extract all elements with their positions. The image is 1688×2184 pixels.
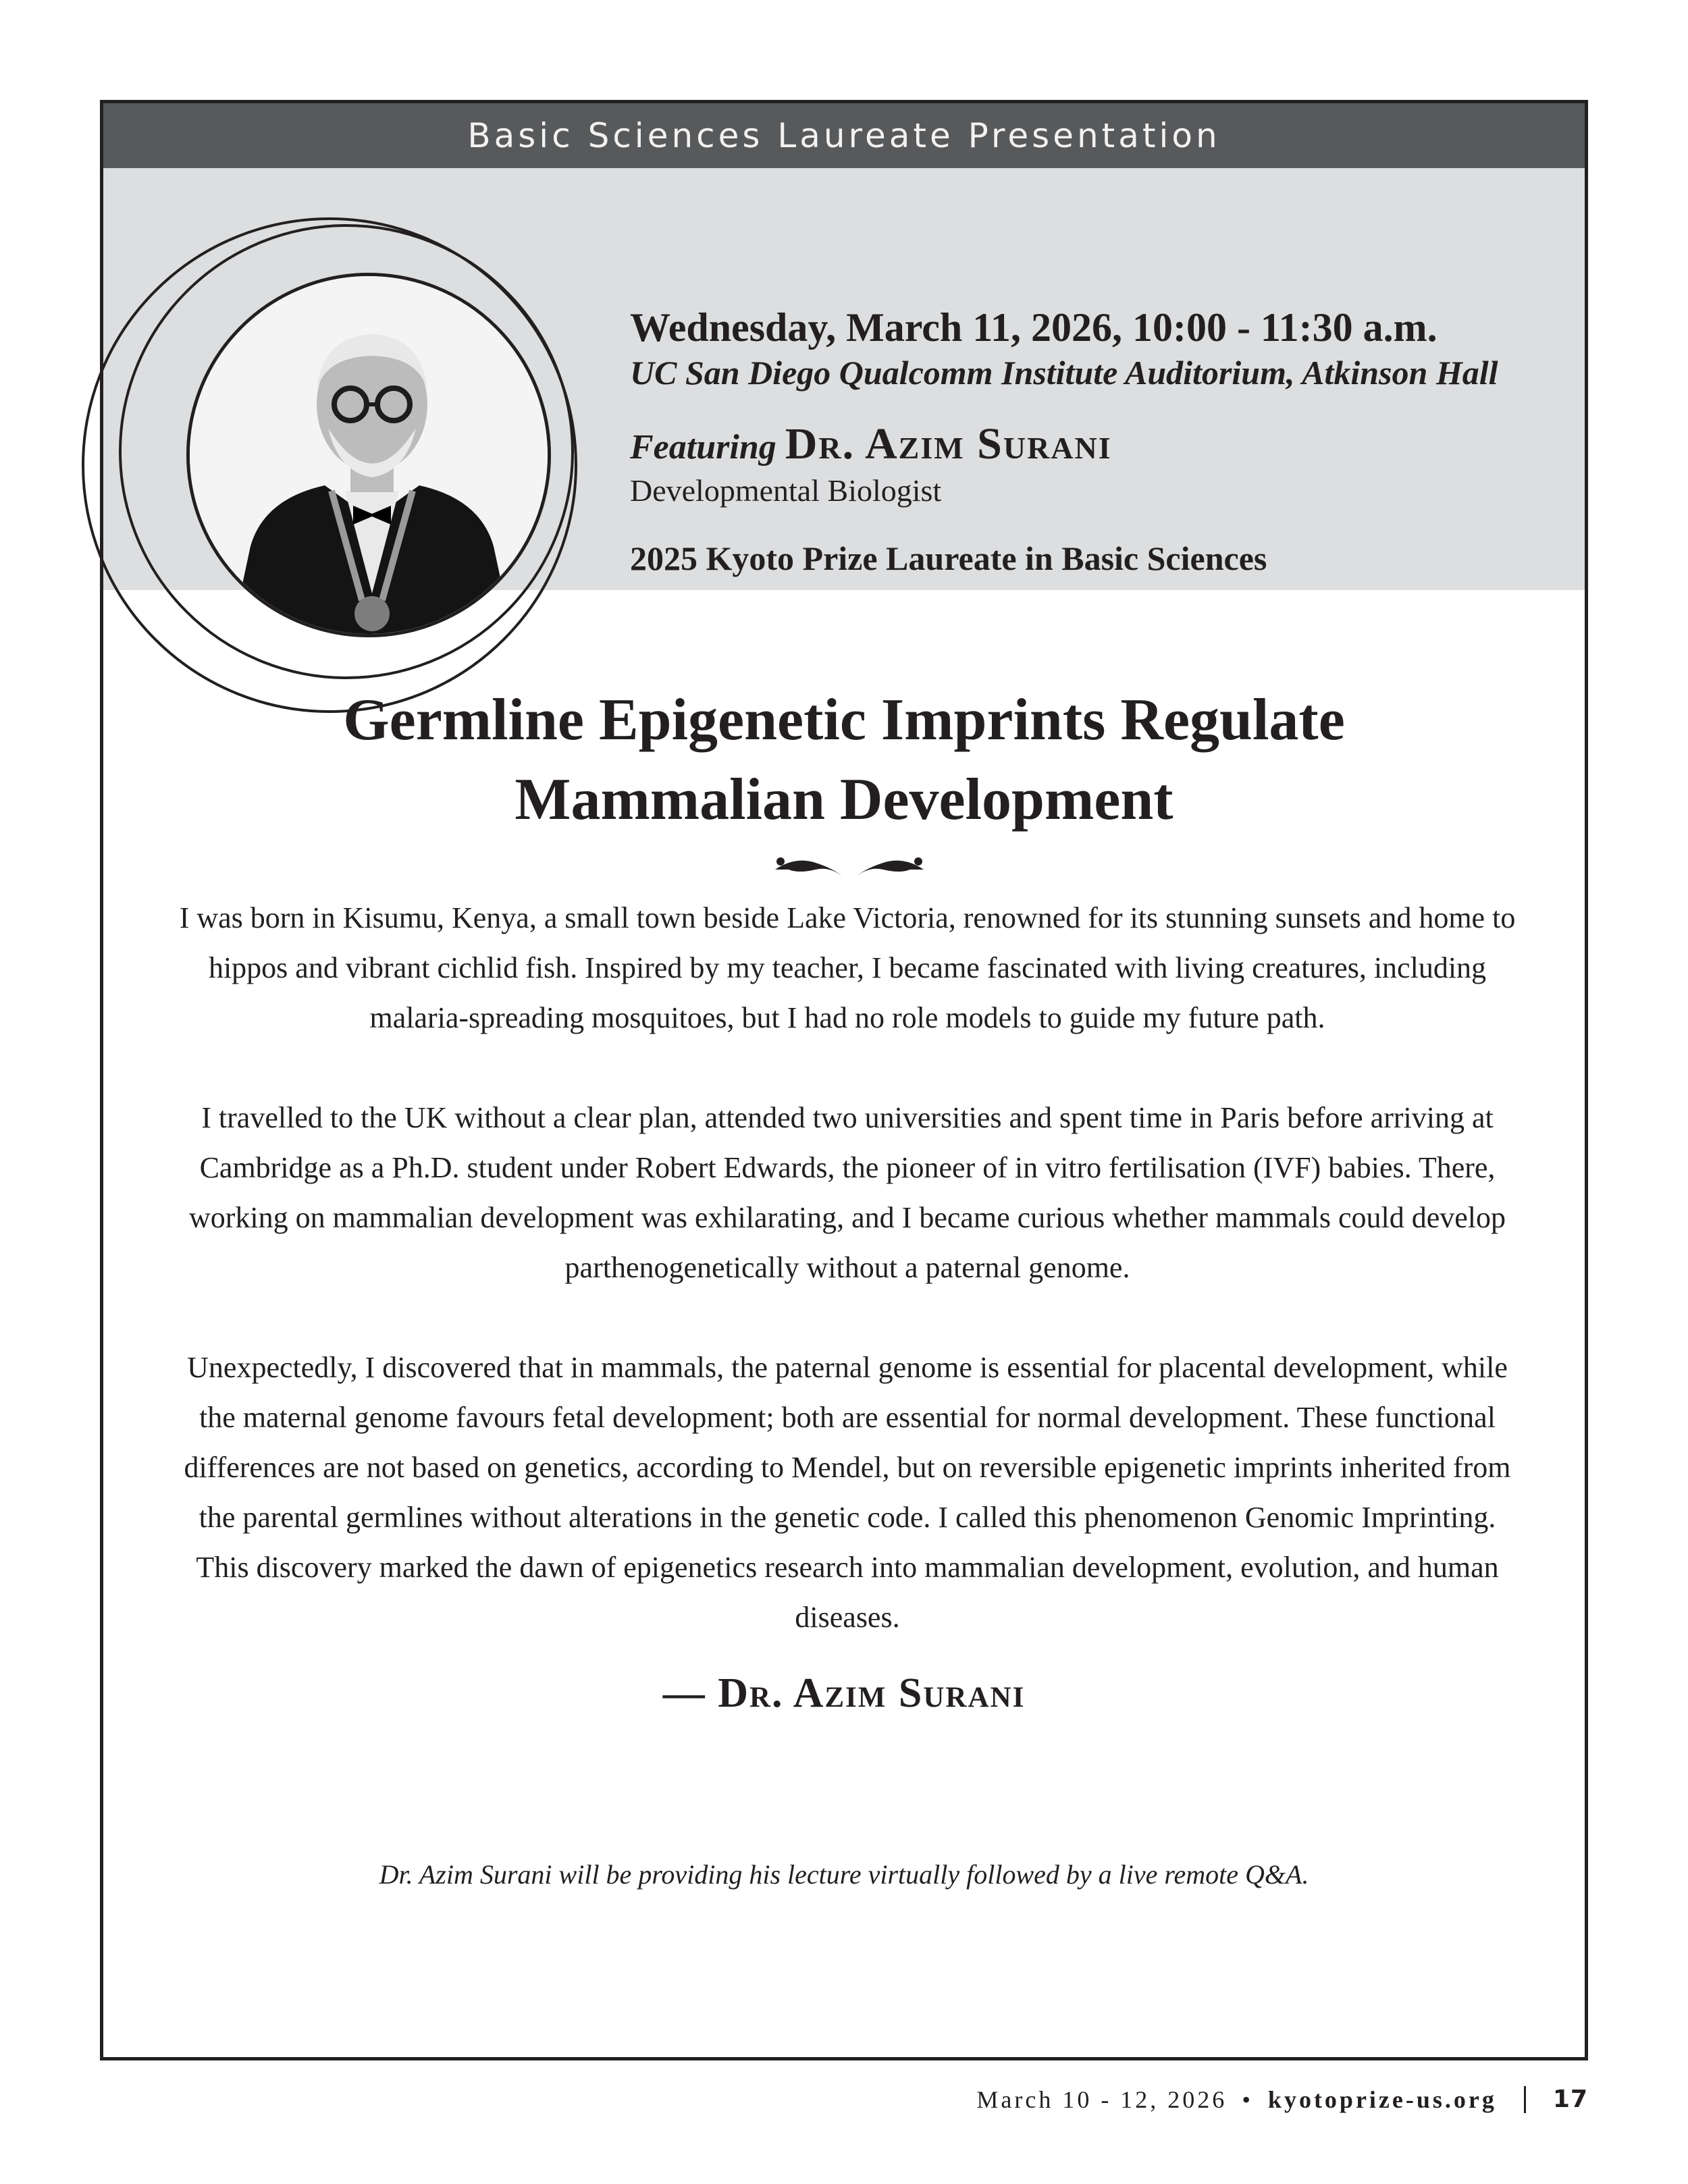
footer-bullet: • [1242,2086,1253,2113]
speaker-name: Dr. Azim Surani [785,419,1112,469]
footer-website: kyotoprize-us.org [1267,2086,1497,2113]
page-number: 17 [1552,2085,1588,2113]
abstract-paragraph-3: Unexpectedly, I discovered that in mammals, the paternal genome is essential for placental development, while the maternal genome favours fetal development; both are essential for normal development. These functional differences are not based on genetics, according to Mendel, but on reversible epigenetic imprints inherited from the parental germlines without alterations in the genetic code. I called this phenomenon Genomic Imprinting. This discovery marked the dawn of epigenetics research into mammalian development, evolution, and human diseases. [184,1351,1511,1634]
lecture-title-line-2: Mammalian Development [515,767,1173,832]
lecture-abstract [171,893,1524,1693]
speaker-role: Developmental Biologist [630,473,942,508]
featuring-line [630,421,1575,471]
lecture-title [103,681,1585,840]
event-datetime: Wednesday, March 11, 2026, 10:00 - 11:30 a.m. [630,305,1438,350]
speaker-photo [190,276,551,637]
speaker-portrait [186,273,551,637]
ornament-divider-icon [768,849,930,883]
prize-title: 2025 Kyoto Prize Laureate in Basic Sciences [630,539,1267,577]
page-frame [100,100,1588,2060]
lecture-title-line-1: Germline Epigenetic Imprints Regulate [343,687,1345,753]
section-banner: Basic Sciences Laureate Presentation [103,103,1585,168]
abstract-paragraph-2: I travelled to the UK without a clear plan, attended two universities and spent time in Paris before arriving at Cambridge as a Ph.D. student under Robert Edwards, the pioneer of in vitro fertilisation (IVF) babies. There, working on mammalian development was exhilarating, and I became curious whether mammals could develop parthenogenetically without a paternal genome. [188,1101,1506,1284]
event-venue: UC San Diego Qualcomm Institute Auditorium, Atkinson Hall [630,354,1498,392]
featuring-label: Featuring [630,428,776,467]
event-details [630,303,1575,613]
event-info-band [103,168,1585,590]
speaker-signature: — Dr. Azim Surani [662,1670,1026,1716]
page-footer [976,2079,1588,2120]
abstract-paragraph-1: I was born in Kisumu, Kenya, a small town beside Lake Victoria, renowned for its stunning sunsets and home to hippos and vibrant cichlid fish. Inspired by my teacher, I became fascinated with living creatures, including malaria-spreading mosquitoes, but I had no role models to guide my future path. [179,901,1516,1034]
virtual-lecture-note: Dr. Azim Surani will be providing his lecture virtually followed by a live remote Q&A. [379,1859,1309,1890]
footer-divider [1524,2086,1526,2113]
footer-dates: March 10 - 12, 2026 [976,2086,1228,2113]
